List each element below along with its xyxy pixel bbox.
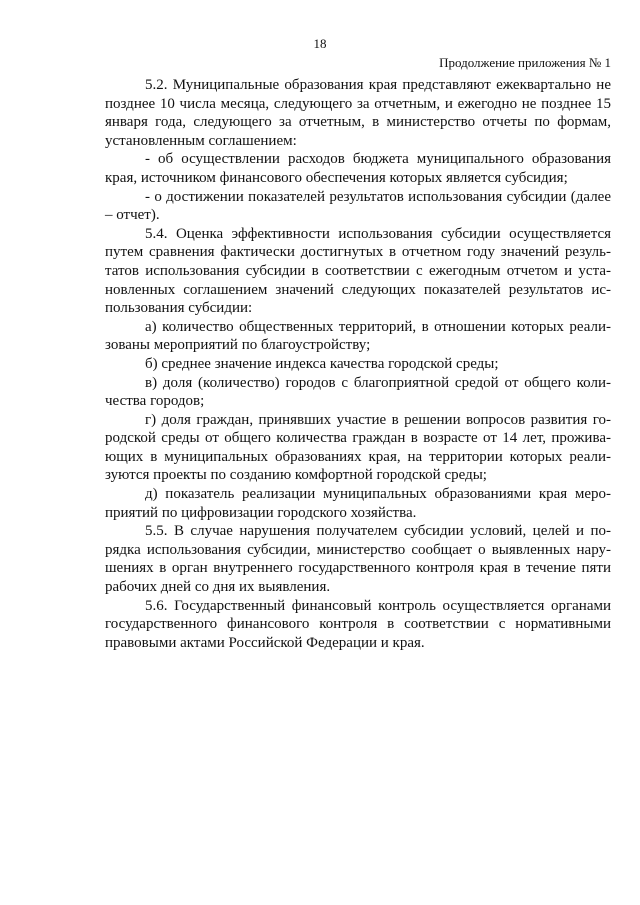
document-body [105,76,611,652]
indicator-b: б) среднее значение индекса качества городской среды; [145,355,499,372]
paragraph-5-4: 5.4. Оценка эффективности использования субсидии осуществляется путем сравнения фактически достигнутых в отчетном году значений результатов использования субсидии в соответствии с ежегодным отчетом и установленных соглашением значений следующих показателей результатов использования субсидии: [105,225,611,317]
paragraph-5-6: 5.6. Государственный финансовый контроль осуществляется органами государственного финансового контроля в соответствии с нормативными правовыми актами Российской Федерации и края. [105,597,611,651]
indicator-v: в) доля (количество) городов с благоприятной средой от общего количества городов; [105,374,611,410]
list-item-indicators-report: - о достижении показателей результатов использования субсидии (далее – отчет). [105,188,611,224]
appendix-continuation-note: Продолжение приложения № 1 [439,55,611,70]
indicator-a: а) количество общественных территорий, в отношении которых реализованы мероприятий по благоустройству; [105,318,611,354]
page-number: 18 [313,36,327,51]
list-item-expenditure-report: - об осуществлении расходов бюджета муниципального образования края, источником финансового обеспечения которых является субсидия; [105,151,611,186]
paragraph-5-2: 5.2. Муниципальные образования края представляют ежеквартально не позднее 10 числа месяца, следующего за отчетным, и ежегодно не позднее 15 января года, следующего за отчетным, в министерство отчеты по формам, установленным соглашением: [105,77,611,149]
paragraph-5-5: 5.5. В случае нарушения получателем субсидии условий, целей и порядка использования субсидии, министерство сообщает о выявленных нарушениях в орган внутреннего государственного контроля края в течение пяти рабочих дней со дня их выявления. [105,523,611,596]
indicator-g: г) доля граждан, принявших участие в решении вопросов развития городской среды от общего количества граждан в возрасте от 14 лет, проживающих в муниципальных образованиях края, на территории которых реализуются проекты по созданию комфортной городской среды; [105,411,611,484]
indicator-d: д) показатель реализации муниципальных образованиями края мероприятий по цифровизации городского хозяйства. [105,486,611,521]
